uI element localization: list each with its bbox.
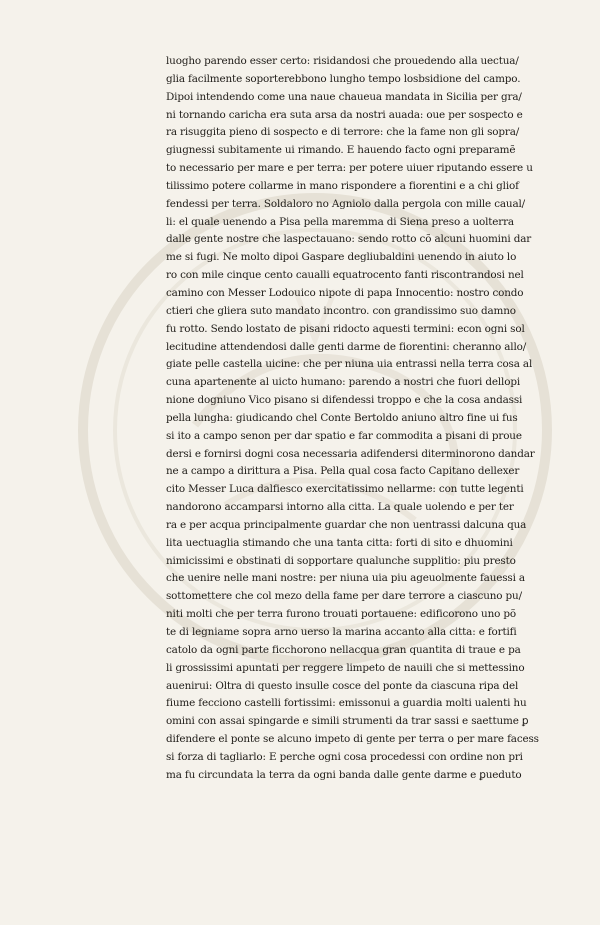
text-line: giugnessi subitamente ui rimando. E hauendo facto ogni preparamẽ	[166, 144, 516, 157]
text-line: ctieri che gliera suto mandato incontro. con grandissimo suo damno	[166, 304, 516, 317]
text-line: nimicissimi e obstinati di sopportare qualunche supplitio: piu presto	[166, 554, 516, 567]
text-line: niti molti che per terra furono trouati portauene: edificorono uno põ	[166, 608, 517, 621]
text-line: nione dogniuno Vico pisano si difendessi troppo e che la cosa andassi	[166, 394, 523, 407]
text-line: giate pelle castella uicine: che per niuna uia entrassi nella terra cosa al	[166, 358, 533, 371]
text-line: te di legniame sopra arno uerso la marina accanto alla citta: e fortifi	[166, 626, 517, 638]
text-line: ra e per acqua principalmente guardar che non uentrassi dalcuna qua	[166, 518, 527, 531]
text-line: che uenire nelle mani nostre: per niuna uia piu ageuolmente fauessi a	[166, 572, 525, 585]
text-line: auenirui: Oltra di questo insulle cosce del ponte da ciascuna ripa del	[166, 679, 519, 692]
text-line: li grossissimi apuntati per reggere limpeto de nauili che si mettessino	[166, 661, 525, 674]
text-line: li: el quale uenendo a Pisa pella maremma di Siena preso a uolterra	[166, 215, 514, 228]
text-line: lita uectuaglia stimando che una tanta citta: forti di sito e dhuomini	[166, 536, 513, 549]
text-line: catolo da ogni parte ficchorono nellacqua gran quantita di traue e pa	[166, 643, 521, 656]
text-line: to necessario per mare e per terra: per potere uiuer riputando essere u	[166, 162, 533, 175]
text-line: dersi e fornirsi dogni cosa necessaria adifendersi diterminorono dandar	[166, 447, 535, 460]
text-line: si forza di tagliarlo: E perche ogni cosa procedessi con ordine non pri	[166, 750, 523, 763]
text-line: fendessi per terra. Soldaloro no Agniolo dalla pergola con mille caual/	[166, 197, 526, 210]
text-line: ni tornando caricha era suta arsa da nostri auada: oue per sospecto e	[166, 108, 523, 121]
text-line: si ito a campo senon per dar spatio e far commodita a pisani di proue	[166, 429, 522, 442]
text-line: fiume fecciono castelli fortissimi: emissonui a guardia molti ualenti hu	[166, 697, 527, 710]
printed-text-column	[166, 53, 566, 785]
text-line: dalle gente nostre che laspectauano: sendo rotto cõ alcuni huomini dar	[166, 233, 532, 246]
text-line: luogho parendo esser certo: risidandosi che prouedendo alla uectua/	[166, 55, 519, 67]
text-line: fu rotto. Sendo lostato de pisani ridocto aquesti termini: econ ogni sol	[166, 322, 525, 335]
text-line: camino con Messer Lodouico nipote di papa Innocentio: nostro condo	[166, 286, 524, 299]
text-line: Dipoi intendendo come una naue chaueua mandata in Sicilia per gra/	[166, 90, 522, 103]
text-line: ro con mile cinque cento caualli equatrocento fanti riscontrandosi nel	[166, 269, 524, 282]
text-line: pella lungha: giudicando chel Conte Bertoldo aniuno altro fine ui fus	[166, 411, 518, 424]
text-line: omini con assai spingarde e simili strumenti da trar sassi e saettume ꝑ	[166, 715, 529, 728]
text-line: cito Messer Luca dalfiesco exercitatissimo nellarme: con tutte legenti	[166, 483, 524, 496]
text-line: cuna apartenente al uicto humano: parendo a nostri che fuori dellopi	[166, 376, 521, 389]
text-line: lecitudine attendendosi dalle genti darme de fiorentini: cheranno allo/	[166, 340, 527, 353]
text-line: ma fu circundata la terra da ogni banda dalle gente darme e ꝑueduto	[166, 768, 522, 781]
text-line: ne a campo a dirittura a Pisa. Pella qual cosa facto Capitano dellexer	[166, 465, 520, 478]
text-line: glia facilmente soporterebbono lungho tempo losbsidione del campo.	[166, 72, 521, 85]
text-line: nandorono accamparsi intorno alla citta. La quale uolendo e per ter	[166, 501, 514, 514]
text-line: tilissimo potere collarme in mano rispondere a fiorentini e a chi gliof	[166, 179, 519, 192]
text-line: ra risuggita pieno di sospecto e di terrore: che la fame non gli sopra/	[166, 126, 520, 139]
text-line: me si fugi. Ne molto dipoi Gaspare degliubaldini uenendo in aiuto lo	[166, 251, 517, 264]
text-line: difendere el ponte se alcuno impeto di gente per terra o per mare facess	[166, 733, 539, 746]
text-line: sottomettere che col mezo della fame per dare terrore a ciascuno pu/	[166, 590, 522, 603]
